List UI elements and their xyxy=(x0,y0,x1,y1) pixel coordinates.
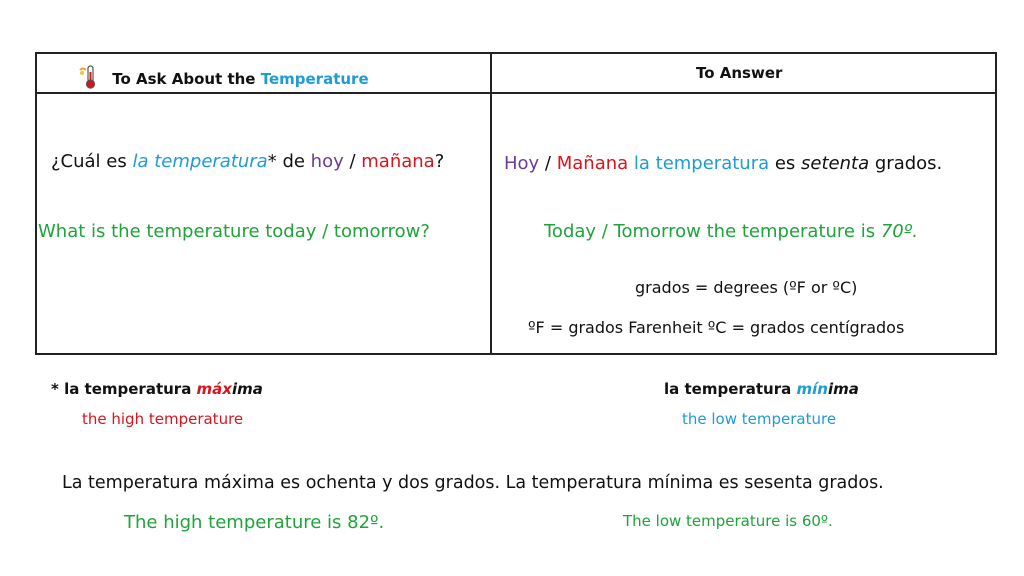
max-label-highlight: máx xyxy=(196,380,232,398)
scales-note: ºF = grados Farenheit ºC = grados centígrados xyxy=(528,318,905,337)
example-high-english: The high temperature is 82º. xyxy=(124,512,385,533)
answer-es-manana: Mañana xyxy=(556,153,629,174)
question-spanish xyxy=(51,151,444,172)
max-label-part: * la temperatura xyxy=(51,380,197,398)
right-header-text: To Answer xyxy=(696,64,783,82)
min-label-highlight: mín xyxy=(796,380,828,398)
answer-english xyxy=(544,221,918,242)
left-header-highlight: Temperature xyxy=(260,70,369,88)
answer-es-part: grados. xyxy=(869,153,943,174)
min-label-part: ima xyxy=(827,380,859,398)
example-sentence-spanish: La temperatura máxima es ochenta y dos grados. La temperatura mínima es sesenta grados. xyxy=(62,473,884,493)
answer-spanish xyxy=(504,153,942,174)
question-es-manana: mañana xyxy=(361,151,435,172)
degrees-note: grados = degrees (ºF or ºC) xyxy=(635,278,858,297)
question-es-la-temperatura: la temperatura xyxy=(132,151,268,172)
max-label xyxy=(51,380,263,398)
answer-en-value: 70º. xyxy=(880,221,918,242)
question-es-part: / xyxy=(343,151,362,172)
min-label xyxy=(664,380,859,398)
answer-es-setenta: setenta xyxy=(801,153,870,174)
question-es-part: ¿Cuál es xyxy=(51,151,133,172)
thermometer-icon xyxy=(77,64,103,94)
left-column-header xyxy=(77,64,369,94)
column-divider xyxy=(490,54,492,353)
min-label-part: la temperatura xyxy=(664,380,797,398)
answer-es-la-temperatura: la temperatura xyxy=(633,153,770,174)
question-english: What is the temperature today / tomorrow? xyxy=(38,221,430,242)
question-es-part: ? xyxy=(434,151,445,172)
question-es-hoy: hoy xyxy=(310,151,344,172)
answer-es-part: / xyxy=(539,153,557,174)
right-column-header xyxy=(696,64,782,82)
answer-en-part: Today / Tomorrow the temperature is xyxy=(544,221,881,242)
vocabulary-table xyxy=(35,52,997,355)
answer-es-hoy: Hoy xyxy=(504,153,540,174)
min-translation: the low temperature xyxy=(682,410,837,428)
max-translation: the high temperature xyxy=(82,410,244,428)
question-es-part: * de xyxy=(267,151,311,172)
example-low-english: The low temperature is 60º. xyxy=(623,512,833,530)
left-header-text: To Ask About the xyxy=(112,70,261,88)
answer-es-part: es xyxy=(769,153,802,174)
max-label-part: ima xyxy=(231,380,263,398)
